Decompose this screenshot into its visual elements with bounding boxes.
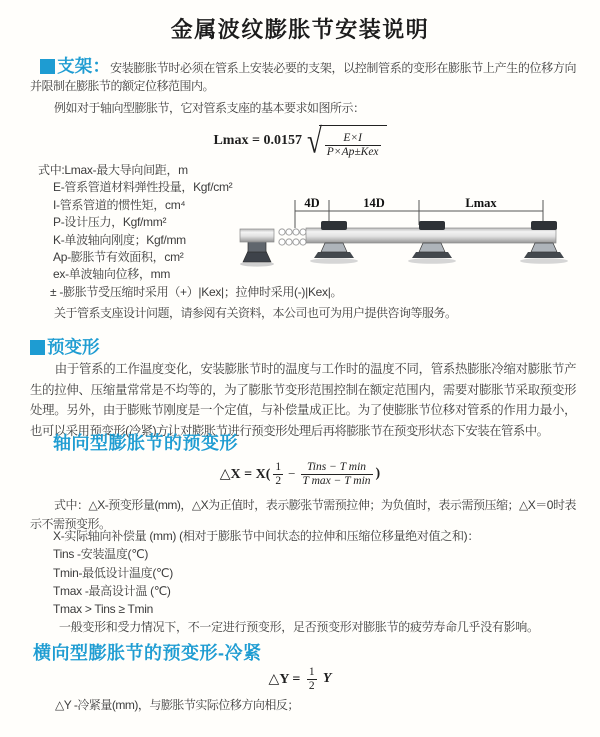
axial-item: 一般变形和受力情况下，不一定进行预变形，足否预变形对膨胀节的疲劳寿命几乎没有影响。 bbox=[59, 620, 539, 635]
axial-items-list bbox=[53, 527, 598, 637]
lmax-formula-radicand bbox=[319, 125, 387, 159]
one-half-fraction: $\frac{1}{2}$ bbox=[308, 665, 315, 692]
lateral-formula-rhs: Y bbox=[319, 671, 332, 686]
pipe-body bbox=[306, 228, 556, 243]
axial-item: Tins -安装温度(℃) bbox=[53, 547, 149, 562]
predeform-paragraph: 由于管系的工作温度变化，安装膨胀节时的温度与工作时的温度不同，管系热膨胀冷缩对膨胀节产生的拉伸、压缩量常常是不均等的，为了膨胀节变形范围控制在额定范围内，需要对膨胀节采取预变形处理。另外，由于膨账节刚度是一个定值，与补偿量成正比。为了使膨胀节位移对管系的作用力最小，也可以采用预变形(冷紧)方让对膨胀节进行预变形处理后再将膨胀节在预变形状态下安装在管系中。 bbox=[30, 362, 576, 438]
axial-formula bbox=[0, 456, 600, 492]
support-paragraph bbox=[30, 57, 576, 95]
axial-item: Tmax -最高设计温 (℃) bbox=[53, 583, 171, 598]
predeform-section-heading: 预变形 bbox=[30, 334, 100, 359]
lateral-formula bbox=[0, 663, 600, 695]
definition-item: E-管系管道材料弹性投量，Kgf/cm² bbox=[53, 180, 233, 195]
support-paragraph-text: 安装膨胀节时必须在管系上安装必要的支架，以控制管系的变形在膨胀节上产生的位移方向并限制在膨胀节的额定位移范围内。 bbox=[30, 61, 576, 93]
support-section-heading: 支架： bbox=[40, 56, 110, 76]
support-example-line: 例如对于轴向型膨胀节，它对管系支座的基本要求如图所示： bbox=[54, 101, 365, 115]
axial-item: Tmin-最低设计温度(℃) bbox=[53, 565, 173, 580]
axial-subsection-heading: 轴向型膨胀节的预变形 bbox=[53, 433, 238, 453]
axial-item: Tmax > Tins ≥ Tmin bbox=[53, 602, 153, 617]
pipe-support-diagram bbox=[238, 192, 596, 296]
pipe-stub bbox=[240, 229, 274, 242]
axial-formula-rhs: ) bbox=[375, 466, 381, 481]
page-title: 金属波纹膨胀节安装说明 bbox=[170, 17, 430, 42]
axial-explanation: 式中：△X-预变形量(mm)，△X为正值时，表示膨张节需预拉伸；为负值时，表示需预压缩；△X＝0时表示不需预变形。 bbox=[30, 498, 576, 531]
sqrt-radical-symbol: √ bbox=[306, 120, 322, 160]
radicand-denominator: P×Ap±Kex bbox=[326, 145, 379, 158]
support-closing-line: 关于管系支座设计问题，请参阅有关资料，本公司也可为用户提供咨询等服务。 bbox=[54, 306, 457, 320]
lmax-formula-lhs: Lmax = 0.0157 bbox=[213, 133, 302, 148]
lateral-note: △Y -冷紧量(mm)，与膨胀节实际位移方向相反； bbox=[55, 698, 299, 712]
definition-item: ex-单波轴向位移，mm bbox=[53, 267, 171, 282]
dimension-label-14d: 14D bbox=[363, 196, 385, 210]
lateral-subsection-heading: 横向型膨胀节的预变形-冷紧 bbox=[33, 643, 262, 663]
axial-item: X-实际轴向补偿量 (mm) (相对于膨胀节中间状态的拉伸和压缩位移量绝对值之和)： bbox=[53, 529, 480, 543]
definition-item: I-管系管道的惯性矩，cm⁴ bbox=[53, 197, 186, 212]
dimension-label-4d: 4D bbox=[304, 196, 320, 210]
temperature-ratio-fraction: $\frac{\text{Tins − T min}}{\text{T max − T min}}$ bbox=[302, 460, 371, 487]
definition-item: 式中:Lmax-最大导向间距，m bbox=[38, 163, 188, 177]
dimension-label-lmax: Lmax bbox=[465, 196, 497, 210]
lmax-formula bbox=[0, 121, 600, 161]
lateral-formula-lhs: △Y = bbox=[268, 671, 304, 687]
minus-operator: − bbox=[288, 466, 296, 481]
radicand-numerator: E×I bbox=[343, 131, 362, 144]
section-marker-icon bbox=[30, 340, 45, 355]
bellows-coils bbox=[279, 229, 306, 245]
one-half-fraction: $\frac{1}{2}$ bbox=[275, 460, 282, 487]
definition-item: P-设计压力，Kgf/mm² bbox=[53, 215, 167, 230]
axial-formula-lhs: △X = X( bbox=[219, 466, 271, 482]
definition-item: Ap-膨胀节有效面积，cm² bbox=[53, 249, 184, 264]
definition-item: K-单波轴向刚度；Kgf/mm bbox=[53, 232, 186, 247]
definition-item: ± -膨胀节受压缩时采用（+）|Kex|；拉伸时采用(-)|Kex|。 bbox=[50, 284, 343, 299]
section-marker-icon bbox=[40, 59, 55, 74]
